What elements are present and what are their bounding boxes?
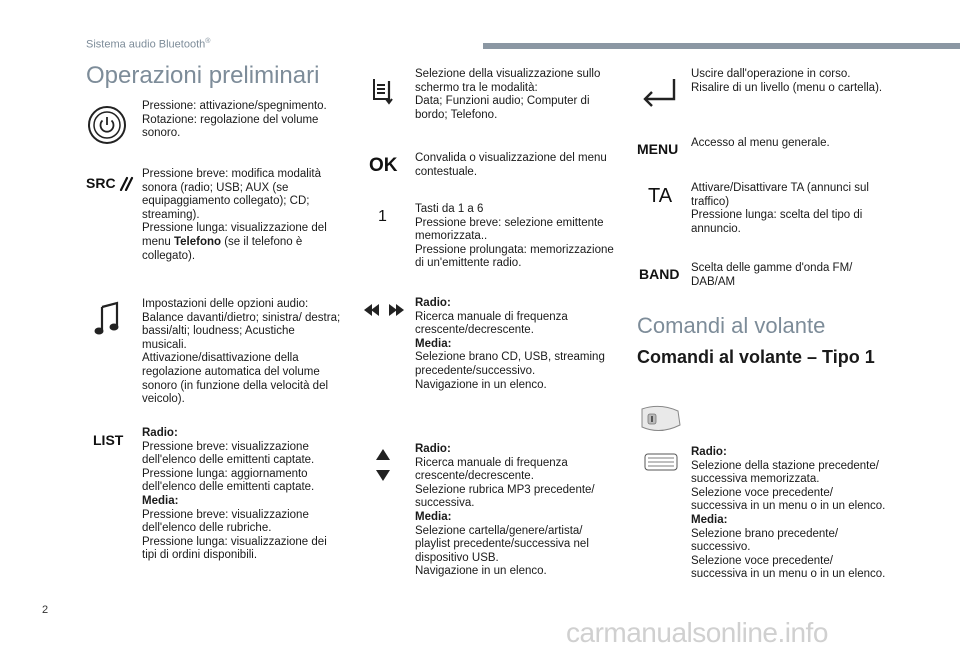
heading-steering-controls: Comandi al volante [637,313,826,338]
page-number: 2 [42,604,49,616]
desc-ok: Convalida o visualizzazione del menu contestuale. [415,152,607,178]
back-arrow-icon [639,76,679,110]
header-bar [483,43,960,49]
subheading-type1: Comandi al volante – Tipo 1 [637,347,875,367]
up-down-arrows-icon [375,448,391,482]
number-key-icon: 1 [378,208,387,225]
desc-seek: Radio: Ricerca manuale di frequenza crescente/decrescente. Media: Selezione brano CD, USB, streaming precedente/successivo. Navigazione in un elenco. [415,297,605,391]
seek-arrows-icon [364,302,404,318]
wheel-thumbwheel-icon [643,452,679,472]
desc-back: Uscire dall'operazione in corso. Risalire di un livello (menu o cartella). [691,68,883,94]
steering-control-icon [637,404,683,434]
desc-menu: Accesso al menu generale. [691,137,830,149]
ok-icon: OK [369,155,398,176]
heading-preliminary: Operazioni preliminari [86,62,320,89]
desc-up-down: Radio: Ricerca manuale di frequenza crescente/decrescente. Selezione rubrica MP3 precedente/ successiva. Media: Selezione cartella/genere/artista/ playlist precedente/successiva nel dispositivo USB. Navigazione in un elenco. [415,443,595,578]
desc-power: Pressione: attivazione/spegnimento. Rotazione: regolazione del volume sonoro. [142,100,327,140]
src-phone-icon: SRC [86,174,134,192]
watermark: carmanualsonline.info [566,617,828,648]
list-icon: LIST [93,432,124,448]
desc-display: Selezione della visualizzazione sullo schermo tra le modalità: Data; Funzioni audio; Computer di bordo; Telefono. [415,68,601,121]
display-mode-icon [370,76,396,106]
ta-icon: TA [648,185,673,207]
music-note-icon [92,300,122,338]
power-icon [86,104,128,146]
desc-band: Scelta delle gamme d'onda FM/ DAB/AM [691,262,853,288]
desc-list: Radio: Pressione breve: visualizzazione dell'elenco delle emittenti captate. Pressione lunga: aggiornamento dell'elenco delle emittenti captate. Media: Pressione breve: visualizzazione dell'elenco delle rubriche. Pressione lunga: visualizzazione dei tipi di ordini disponibili. [142,427,327,562]
desc-audio-settings: Impostazioni delle opzioni audio: Balance davanti/dietro; sinistra/ destra; bassi/alti; loudness; Acustiche musicali. Attivazione/disattivazione della regolazione automatica del volume sonoro (in funzione della velocità del veicolo). [142,298,341,406]
band-icon: BAND [639,266,680,282]
section-title: Sistema audio Bluetooth® [86,38,211,51]
menu-icon: MENU [637,141,679,157]
desc-src: Pressione breve: modifica modalità sonora (radio; USB; AUX (se equipaggiamento collegato); CD; streaming). Pressione lunga: visualizzazione del menu Telefono (se il telefono è collegato). [142,168,327,262]
desc-ta: Attivare/Disattivare TA (annunci sul traffico) Pressione lunga: scelta del tipo di annuncio. [691,182,869,235]
desc-number-keys: Tasti da 1 a 6 Pressione breve: selezione emittente memorizzata.. Pressione prolungata: memorizzazione di un'emittente radio. [415,203,614,270]
desc-wheel: Radio: Selezione della stazione precedente/ successiva memorizzata. Selezione voce precedente/ successiva in un menu o in un elenco. Media: Selezione brano precedente/ successivo. Selezione voce precedente/ successiva in un menu o in un elenco. [691,446,886,581]
